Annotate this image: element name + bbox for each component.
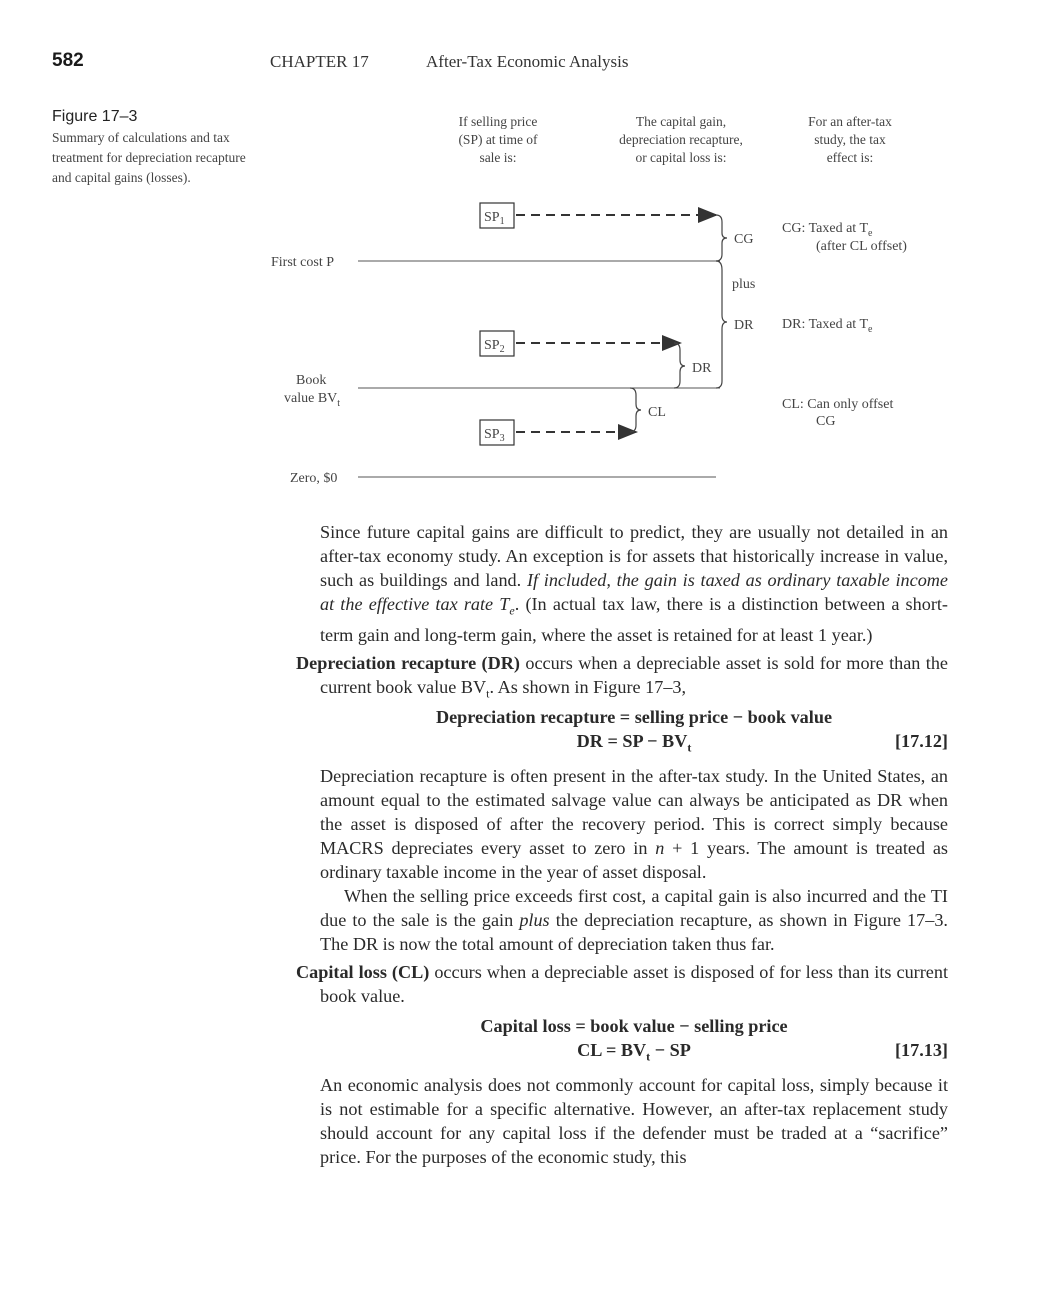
tax-treatment-diagram xyxy=(0,0,1040,500)
col2-header-line1: The capital gain, xyxy=(635,114,727,129)
sp3-label: $SP_3$ xyxy=(484,427,505,444)
figure-label: Figure 17–3 xyxy=(52,108,138,125)
paragraph-dr-definition: Depreciation recapture (DR) occurs when a depreciable asset is sold for more than the current book value $BV_t$. As shown in Figure 17–3, xyxy=(296,652,948,701)
effect-dr: DR: Taxed at $T_e$ xyxy=(782,317,873,335)
brace-label-dr-lower: DR xyxy=(692,361,712,376)
page-number: 582 xyxy=(52,50,84,71)
paragraph-cl-analysis: An economic analysis does not commonly account for capital loss, simply because it is not estimable for a specific alternative. However, an after-tax replacement study should account for any capital loss if the defender must be traded at a “sacrifice” price. For the purposes of the economic study, this xyxy=(320,1074,948,1167)
paragraph-capital-gains: Since future capital gains are difficult to predict, they are usually not detailed in an after-tax economy study. An exception is for assets that historically increase in value, such as buildings and land. If included, the gain is taxed as ordinary taxable income at the effective tax rate $T_e$. (In actual tax law, there is a distinction between a short-term gain and long-term gain, where the asset is retained for at least 1 year.) xyxy=(320,522,948,645)
effect-cl-line2: CG xyxy=(816,414,836,429)
effect-cg-line1: CG: Taxed at $T_e$ xyxy=(782,221,873,239)
equation-dr-words: Depreciation recapture = selling price − book value xyxy=(435,707,833,728)
dr-upper-brace xyxy=(716,261,727,388)
col1-header-line2: (SP) at time of xyxy=(458,132,538,147)
col3-header-line1: For an after-tax xyxy=(808,114,892,129)
brace-label-cl: CL xyxy=(648,405,666,420)
term-depreciation-recapture: Depreciation recapture (DR) xyxy=(296,652,520,673)
effect-cl-line1: CL: Can only offset xyxy=(782,397,894,412)
cl-brace xyxy=(630,388,641,432)
paragraph-capital-gain-plus-dr: When the selling price exceeds first cost, a capital gain is also incurred and the TI due to the sale is the gain plus the depreciation recapture, as shown in Figure 17–3. The DR is now the total amount of depreciation taken thus far. xyxy=(320,885,948,954)
brace-label-cg: CG xyxy=(734,232,754,247)
col2-header-line3: or capital loss is: xyxy=(635,150,727,165)
sp1-label: $SP_1$ xyxy=(484,210,505,227)
row-label-book-value-1: Book xyxy=(296,373,327,388)
equation-dr-symbolic: DR = SP − $BV_t$ [17.12] xyxy=(576,731,948,755)
col1-header-line3: sale is: xyxy=(479,150,517,165)
row-label-first-cost: First cost P xyxy=(271,255,335,270)
body-text xyxy=(296,520,948,1169)
chapter-label: CHAPTER 17 xyxy=(270,52,369,71)
chapter-title: After-Tax Economic Analysis xyxy=(426,52,629,71)
equation-cl-words: Capital loss = book value − selling price xyxy=(480,1015,788,1036)
cg-brace xyxy=(716,215,727,261)
row-label-book-value-2: value $BV_t$ xyxy=(284,391,341,409)
effect-cg-line2: (after CL offset) xyxy=(816,239,907,254)
paragraph-cl-definition: Capital loss (CL) occurs when a depreciable asset is disposed of for less than its current book value. xyxy=(296,961,949,1006)
figure-caption-text: Summary of calculations and tax treatment for depreciation recapture and capital gains (losses). xyxy=(52,130,246,185)
col3-header-line2: study, the tax xyxy=(814,132,886,147)
col3-header-line3: effect is: xyxy=(826,150,874,165)
brace-label-dr-upper: DR xyxy=(734,318,754,333)
term-capital-loss: Capital loss (CL) xyxy=(296,961,430,982)
equation-number-17-13: [17.13] xyxy=(894,1039,948,1060)
equation-cl-symbolic: CL = $BV_t$ − SP [17.13] xyxy=(577,1039,948,1064)
brace-label-plus: plus xyxy=(732,277,756,292)
dr-lower-brace xyxy=(674,343,685,388)
sp2-label: $SP_2$ xyxy=(484,338,505,355)
row-label-zero: Zero, $0 xyxy=(290,471,338,486)
col1-header-line1: If selling price xyxy=(458,114,538,129)
equation-number-17-12: [17.12] xyxy=(894,731,948,752)
paragraph-dr-us: Depreciation recapture is often present in the after-tax study. In the United States, an amount equal to the estimated salvage value can always be anticipated as DR when the asset is disposed of after the recovery period. This is correct simply because MACRS depreciates every asset to zero in n + 1 years. The amount is treated as ordinary taxable income in the year of asset disposal. xyxy=(320,765,948,882)
col2-header-line2: depreciation recapture, xyxy=(619,132,743,147)
